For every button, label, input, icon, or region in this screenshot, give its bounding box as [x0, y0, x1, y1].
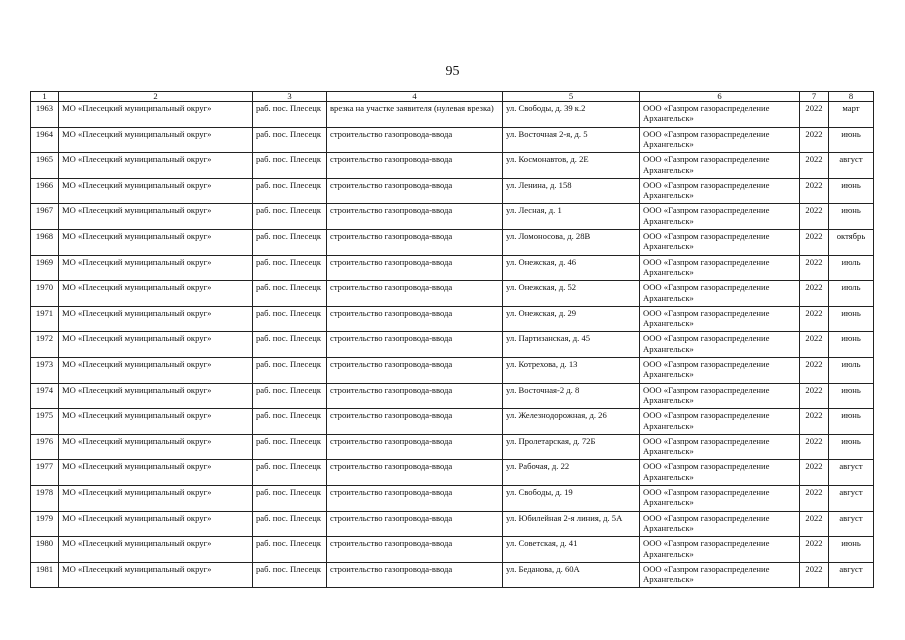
row-number-cell: 1968 [31, 229, 59, 255]
municipality-cell: МО «Плесецкий муниципальный округ» [59, 434, 253, 460]
month-cell: июнь [829, 434, 874, 460]
table-row [31, 281, 874, 307]
year-cell: 2022 [800, 485, 829, 511]
row-number-cell: 1970 [31, 281, 59, 307]
address-cell: ул. Ленина, д. 158 [503, 178, 640, 204]
organization-cell: ООО «Газпром газораспределение Архангельск» [640, 460, 800, 486]
column-header: 7 [800, 92, 829, 102]
address-cell: ул. Советская, д. 41 [503, 537, 640, 563]
locality-cell: раб. пос. Плесецк [253, 255, 327, 281]
year-cell: 2022 [800, 409, 829, 435]
locality-cell: раб. пос. Плесецк [253, 485, 327, 511]
table-row [31, 178, 874, 204]
row-number-cell: 1977 [31, 460, 59, 486]
table-row [31, 306, 874, 332]
municipality-cell: МО «Плесецкий муниципальный округ» [59, 255, 253, 281]
municipality-cell: МО «Плесецкий муниципальный округ» [59, 357, 253, 383]
table-row [31, 383, 874, 409]
table-row [31, 537, 874, 563]
row-number-cell: 1967 [31, 204, 59, 230]
table-row [31, 562, 874, 588]
organization-cell: ООО «Газпром газораспределение Архангельск» [640, 204, 800, 230]
table-row [31, 229, 874, 255]
year-cell: 2022 [800, 562, 829, 588]
address-cell: ул. Восточная-2 д. 8 [503, 383, 640, 409]
table-row [31, 460, 874, 486]
column-header: 2 [59, 92, 253, 102]
locality-cell: раб. пос. Плесецк [253, 102, 327, 128]
row-number-cell: 1981 [31, 562, 59, 588]
month-cell: октябрь [829, 229, 874, 255]
organization-cell: ООО «Газпром газораспределение Архангельск» [640, 357, 800, 383]
row-number-cell: 1979 [31, 511, 59, 537]
locality-cell: раб. пос. Плесецк [253, 306, 327, 332]
address-cell: ул. Ломоносова, д. 28В [503, 229, 640, 255]
municipality-cell: МО «Плесецкий муниципальный округ» [59, 153, 253, 179]
row-number-cell: 1964 [31, 127, 59, 153]
table-row [31, 434, 874, 460]
locality-cell: раб. пос. Плесецк [253, 537, 327, 563]
municipality-cell: МО «Плесецкий муниципальный округ» [59, 460, 253, 486]
month-cell: август [829, 485, 874, 511]
year-cell: 2022 [800, 204, 829, 230]
row-number-cell: 1973 [31, 357, 59, 383]
row-number-cell: 1974 [31, 383, 59, 409]
organization-cell: ООО «Газпром газораспределение Архангельск» [640, 229, 800, 255]
address-cell: ул. Железнодорожная, д. 26 [503, 409, 640, 435]
locality-cell: раб. пос. Плесецк [253, 281, 327, 307]
year-cell: 2022 [800, 255, 829, 281]
table-row [31, 102, 874, 128]
municipality-cell: МО «Плесецкий муниципальный округ» [59, 511, 253, 537]
year-cell: 2022 [800, 306, 829, 332]
month-cell: июль [829, 281, 874, 307]
organization-cell: ООО «Газпром газораспределение Архангельск» [640, 102, 800, 128]
work-type-cell: строительство газопровода-ввода [327, 153, 503, 179]
locality-cell: раб. пос. Плесецк [253, 434, 327, 460]
work-type-cell: строительство газопровода-ввода [327, 332, 503, 358]
work-type-cell: строительство газопровода-ввода [327, 229, 503, 255]
column-header: 8 [829, 92, 874, 102]
row-number-cell: 1965 [31, 153, 59, 179]
month-cell: июнь [829, 204, 874, 230]
month-cell: июнь [829, 537, 874, 563]
address-cell: ул. Рабочая, д. 22 [503, 460, 640, 486]
municipality-cell: МО «Плесецкий муниципальный округ» [59, 102, 253, 128]
address-cell: ул. Котрехова, д. 13 [503, 357, 640, 383]
month-cell: август [829, 511, 874, 537]
address-cell: ул. Космонавтов, д. 2Е [503, 153, 640, 179]
year-cell: 2022 [800, 281, 829, 307]
address-cell: ул. Беданова, д. 60А [503, 562, 640, 588]
municipality-cell: МО «Плесецкий муниципальный округ» [59, 409, 253, 435]
locality-cell: раб. пос. Плесецк [253, 229, 327, 255]
municipality-cell: МО «Плесецкий муниципальный округ» [59, 229, 253, 255]
address-cell: ул. Онежская, д. 52 [503, 281, 640, 307]
column-header: 5 [503, 92, 640, 102]
organization-cell: ООО «Газпром газораспределение Архангельск» [640, 562, 800, 588]
row-number-cell: 1969 [31, 255, 59, 281]
row-number-cell: 1976 [31, 434, 59, 460]
municipality-cell: МО «Плесецкий муниципальный округ» [59, 485, 253, 511]
work-type-cell: строительство газопровода-ввода [327, 357, 503, 383]
year-cell: 2022 [800, 357, 829, 383]
organization-cell: ООО «Газпром газораспределение Архангельск» [640, 434, 800, 460]
locality-cell: раб. пос. Плесецк [253, 562, 327, 588]
work-type-cell: строительство газопровода-ввода [327, 383, 503, 409]
address-cell: ул. Восточная 2-я, д. 5 [503, 127, 640, 153]
month-cell: июнь [829, 127, 874, 153]
year-cell: 2022 [800, 537, 829, 563]
table-row [31, 127, 874, 153]
organization-cell: ООО «Газпром газораспределение Архангельск» [640, 383, 800, 409]
table-header [31, 92, 874, 102]
month-cell: июль [829, 255, 874, 281]
municipality-cell: МО «Плесецкий муниципальный округ» [59, 383, 253, 409]
year-cell: 2022 [800, 127, 829, 153]
organization-cell: ООО «Газпром газораспределение Архангельск» [640, 178, 800, 204]
work-type-cell: врезка на участке заявителя (нулевая врезка) [327, 102, 503, 128]
month-cell: август [829, 562, 874, 588]
gas-connection-table [30, 91, 874, 588]
row-number-cell: 1975 [31, 409, 59, 435]
work-type-cell: строительство газопровода-ввода [327, 204, 503, 230]
column-header: 1 [31, 92, 59, 102]
municipality-cell: МО «Плесецкий муниципальный округ» [59, 281, 253, 307]
column-header: 4 [327, 92, 503, 102]
header-row [31, 92, 874, 102]
table-row [31, 409, 874, 435]
year-cell: 2022 [800, 434, 829, 460]
organization-cell: ООО «Газпром газораспределение Архангельск» [640, 537, 800, 563]
work-type-cell: строительство газопровода-ввода [327, 511, 503, 537]
locality-cell: раб. пос. Плесецк [253, 511, 327, 537]
organization-cell: ООО «Газпром газораспределение Архангельск» [640, 306, 800, 332]
organization-cell: ООО «Газпром газораспределение Архангельск» [640, 153, 800, 179]
address-cell: ул. Пролетарская, д. 72Б [503, 434, 640, 460]
year-cell: 2022 [800, 383, 829, 409]
locality-cell: раб. пос. Плесецк [253, 460, 327, 486]
column-header: 3 [253, 92, 327, 102]
municipality-cell: МО «Плесецкий муниципальный округ» [59, 178, 253, 204]
locality-cell: раб. пос. Плесецк [253, 127, 327, 153]
organization-cell: ООО «Газпром газораспределение Архангельск» [640, 127, 800, 153]
locality-cell: раб. пос. Плесецк [253, 332, 327, 358]
month-cell: август [829, 153, 874, 179]
month-cell: июнь [829, 383, 874, 409]
organization-cell: ООО «Газпром газораспределение Архангельск» [640, 255, 800, 281]
locality-cell: раб. пос. Плесецк [253, 409, 327, 435]
year-cell: 2022 [800, 102, 829, 128]
locality-cell: раб. пос. Плесецк [253, 178, 327, 204]
page-number: 95 [445, 64, 460, 79]
table-body [31, 102, 874, 588]
organization-cell: ООО «Газпром газораспределение Архангельск» [640, 485, 800, 511]
work-type-cell: строительство газопровода-ввода [327, 460, 503, 486]
municipality-cell: МО «Плесецкий муниципальный округ» [59, 332, 253, 358]
month-cell: август [829, 460, 874, 486]
table-row [31, 153, 874, 179]
row-number-cell: 1980 [31, 537, 59, 563]
row-number-cell: 1972 [31, 332, 59, 358]
organization-cell: ООО «Газпром газораспределение Архангельск» [640, 409, 800, 435]
work-type-cell: строительство газопровода-ввода [327, 178, 503, 204]
address-cell: ул. Свободы, д. 39 к.2 [503, 102, 640, 128]
table-row [31, 204, 874, 230]
address-cell: ул. Свободы, д. 19 [503, 485, 640, 511]
table-row [31, 357, 874, 383]
month-cell: март [829, 102, 874, 128]
table-row [31, 485, 874, 511]
locality-cell: раб. пос. Плесецк [253, 357, 327, 383]
year-cell: 2022 [800, 153, 829, 179]
year-cell: 2022 [800, 511, 829, 537]
row-number-cell: 1966 [31, 178, 59, 204]
work-type-cell: строительство газопровода-ввода [327, 537, 503, 563]
work-type-cell: строительство газопровода-ввода [327, 127, 503, 153]
year-cell: 2022 [800, 332, 829, 358]
municipality-cell: МО «Плесецкий муниципальный округ» [59, 127, 253, 153]
organization-cell: ООО «Газпром газораспределение Архангельск» [640, 281, 800, 307]
year-cell: 2022 [800, 178, 829, 204]
address-cell: ул. Юбилейная 2-я линия, д. 5А [503, 511, 640, 537]
municipality-cell: МО «Плесецкий муниципальный округ» [59, 562, 253, 588]
table-row [31, 332, 874, 358]
address-cell: ул. Онежская, д. 46 [503, 255, 640, 281]
month-cell: июнь [829, 306, 874, 332]
month-cell: июль [829, 357, 874, 383]
column-header: 6 [640, 92, 800, 102]
address-cell: ул. Партизанская, д. 45 [503, 332, 640, 358]
municipality-cell: МО «Плесецкий муниципальный округ» [59, 306, 253, 332]
year-cell: 2022 [800, 229, 829, 255]
work-type-cell: строительство газопровода-ввода [327, 562, 503, 588]
address-cell: ул. Лесная, д. 1 [503, 204, 640, 230]
work-type-cell: строительство газопровода-ввода [327, 434, 503, 460]
address-cell: ул. Онежская, д. 29 [503, 306, 640, 332]
month-cell: июнь [829, 178, 874, 204]
locality-cell: раб. пос. Плесецк [253, 204, 327, 230]
table-row [31, 511, 874, 537]
work-type-cell: строительство газопровода-ввода [327, 306, 503, 332]
municipality-cell: МО «Плесецкий муниципальный округ» [59, 537, 253, 563]
row-number-cell: 1978 [31, 485, 59, 511]
work-type-cell: строительство газопровода-ввода [327, 255, 503, 281]
table-row [31, 255, 874, 281]
work-type-cell: строительство газопровода-ввода [327, 409, 503, 435]
year-cell: 2022 [800, 460, 829, 486]
organization-cell: ООО «Газпром газораспределение Архангельск» [640, 332, 800, 358]
municipality-cell: МО «Плесецкий муниципальный округ» [59, 204, 253, 230]
month-cell: июнь [829, 409, 874, 435]
organization-cell: ООО «Газпром газораспределение Архангельск» [640, 511, 800, 537]
row-number-cell: 1963 [31, 102, 59, 128]
locality-cell: раб. пос. Плесецк [253, 383, 327, 409]
work-type-cell: строительство газопровода-ввода [327, 281, 503, 307]
work-type-cell: строительство газопровода-ввода [327, 485, 503, 511]
locality-cell: раб. пос. Плесецк [253, 153, 327, 179]
month-cell: июнь [829, 332, 874, 358]
row-number-cell: 1971 [31, 306, 59, 332]
